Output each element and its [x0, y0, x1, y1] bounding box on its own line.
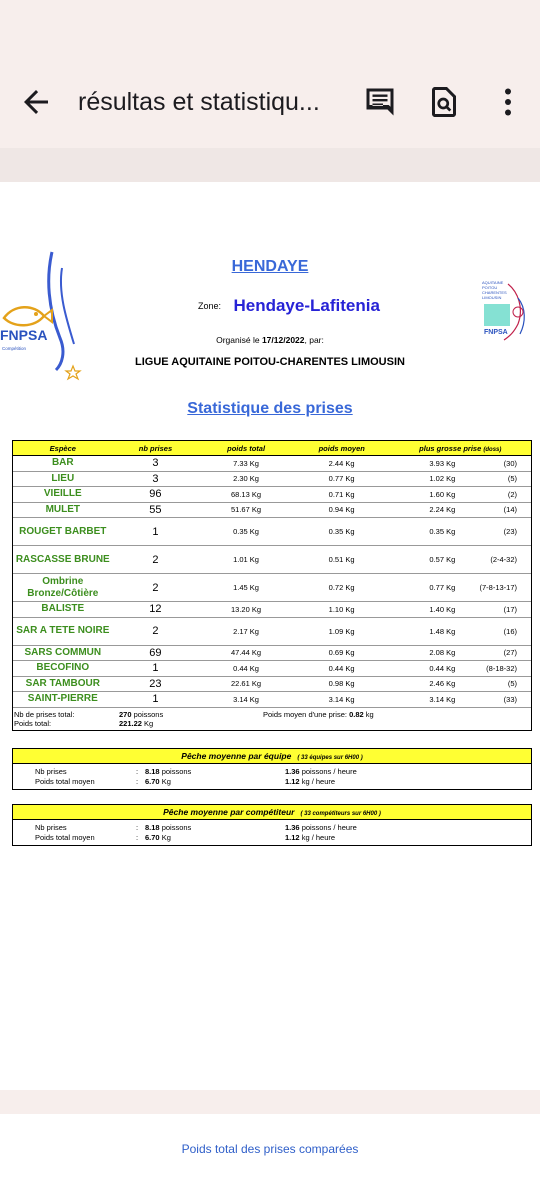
biggest-weight: 0.35 Kg — [429, 527, 456, 536]
avg-weight-cell: 0.98 Kg — [328, 679, 355, 689]
total-weight-cell: 13.20 Kg — [230, 604, 262, 614]
biggest-weight: 1.02 Kg — [429, 474, 456, 484]
competitor-count-rate-unit: poissons / heure — [301, 823, 357, 832]
species-cell: LIEU — [51, 472, 75, 484]
organised-label: Organisé le — [216, 335, 260, 345]
avg-weight-cell: 0.69 Kg — [328, 648, 355, 658]
avg-catch-unit: kg — [365, 709, 374, 719]
bib-numbers: (30) — [503, 458, 518, 468]
fnpsa-logo-right — [478, 278, 530, 342]
bib-numbers: (2) — [507, 489, 518, 499]
table-row — [13, 503, 531, 519]
biggest-catch-cell — [389, 459, 531, 468]
biggest-weight: 1.48 Kg — [429, 626, 456, 636]
biggest-catch-cell — [389, 627, 531, 636]
avg-weight-cell: 0.44 Kg — [328, 663, 355, 673]
team-weight-number: 6.70 — [145, 776, 160, 786]
biggest-weight: 2.08 Kg — [429, 648, 456, 658]
competitor-weight-rate-number: 1.12 — [285, 832, 300, 842]
biggest-weight: 0.77 Kg — [429, 583, 456, 592]
team-count-rate-unit: poissons / heure — [301, 767, 357, 776]
table-row — [13, 602, 531, 618]
team-weight-value — [145, 777, 171, 786]
team-weight-rate — [285, 777, 335, 786]
section-title: Statistique des prises — [187, 400, 353, 417]
count-cell: 2 — [152, 581, 159, 594]
biggest-weight: 1.60 Kg — [429, 489, 456, 499]
team-weight-label: Poids total moyen — [35, 776, 95, 786]
avg-weight-cell: 1.10 Kg — [328, 604, 355, 614]
biggest-weight: 3.14 Kg — [429, 694, 456, 704]
total-weight-cell: 22.61 Kg — [230, 679, 262, 689]
competitor-summary-note: ( 33 compétiteurs sur 6H00 ) — [300, 811, 381, 817]
biggest-catch-cell — [389, 648, 531, 657]
logo-left-sub: Compétition — [2, 346, 27, 351]
biggest-catch-cell — [389, 605, 531, 614]
species-cell: RASCASSE BRUNE — [15, 553, 110, 565]
header-biggest-note: (doss) — [483, 446, 502, 453]
bib-numbers: (27) — [503, 648, 518, 658]
avg-catch — [263, 710, 374, 719]
bib-numbers: (5) — [507, 474, 518, 484]
total-weight-cell: 7.33 Kg — [233, 458, 259, 468]
competitor-summary-title: Pêche moyenne par compétiteur — [163, 807, 295, 817]
species-cell: VIEILLE — [43, 488, 82, 500]
page-gutter-top — [0, 148, 540, 182]
bib-numbers: (14) — [503, 505, 518, 515]
count-cell: 69 — [149, 646, 162, 659]
more-vert-icon[interactable] — [490, 84, 526, 120]
total-count-value: 270 — [119, 709, 132, 719]
league-name: LIGUE AQUITAINE POITOU-CHARENTES LIMOUSIN — [135, 356, 405, 368]
biggest-weight: 2.24 Kg — [429, 505, 456, 515]
bib-numbers: (8-18-32) — [486, 663, 518, 673]
bib-numbers: (5) — [507, 679, 518, 689]
bib-numbers: (2-4-32) — [490, 555, 518, 564]
header-avg: poids moyen — [318, 443, 365, 453]
organised-suffix: , par: — [304, 335, 324, 345]
count-cell: 1 — [152, 662, 159, 675]
count-cell: 2 — [152, 553, 159, 566]
table-row — [13, 692, 531, 708]
avg-weight-cell: 0.77 Kg — [328, 474, 355, 484]
competitor-weight-number: 6.70 — [145, 832, 160, 842]
notes-icon[interactable] — [362, 84, 398, 120]
species-cell: BAR — [51, 457, 74, 469]
table-row — [13, 618, 531, 646]
competitor-count-sep: : — [136, 823, 139, 832]
biggest-catch-cell — [389, 664, 531, 673]
header-nb: nb prises — [138, 443, 173, 453]
table-header — [13, 441, 531, 456]
team-weight-sep: : — [136, 776, 139, 786]
biggest-catch-cell — [389, 695, 531, 704]
avg-weight-cell: 0.72 Kg — [328, 583, 355, 592]
total-weight-unit: Kg — [144, 718, 154, 728]
species-cell: BECOFINO — [36, 662, 90, 674]
team-count-rate-number: 1.36 — [285, 767, 300, 776]
total-weight-cell: 3.14 Kg — [233, 694, 259, 704]
species-cell: SARS COMMUN — [24, 646, 102, 658]
table-row — [13, 518, 531, 546]
avg-weight-cell: 0.71 Kg — [328, 489, 355, 499]
zone-row — [198, 296, 438, 318]
count-cell: 1 — [152, 525, 159, 538]
biggest-catch-cell — [389, 679, 531, 688]
species-cell: BALISTE — [41, 603, 85, 615]
count-cell: 96 — [149, 488, 162, 501]
competitor-weight-rate — [285, 833, 335, 842]
count-cell: 23 — [149, 677, 162, 690]
competitor-weight-value — [145, 833, 171, 842]
total-weight-cell: 1.45 Kg — [233, 583, 259, 592]
count-cell: 2 — [152, 625, 159, 637]
competitor-count-unit: poissons — [161, 823, 192, 832]
total-weight-cell: 68.13 Kg — [230, 489, 262, 499]
competitor-row-weight — [13, 833, 531, 843]
table-row — [13, 456, 531, 472]
arrow-back-icon[interactable] — [18, 84, 54, 120]
header-total: poids total — [227, 443, 266, 453]
count-cell: 3 — [152, 457, 159, 470]
logo-right-text: FNPSA — [484, 329, 508, 336]
biggest-weight: 0.57 Kg — [429, 555, 456, 564]
table-row — [13, 487, 531, 503]
total-count-label: Nb de prises total: — [14, 709, 75, 719]
team-summary-note: ( 33 équipes sur 6H00 ) — [297, 755, 363, 761]
count-cell: 12 — [149, 603, 162, 616]
total-weight-cell: 0.44 Kg — [233, 663, 259, 673]
table-row — [13, 661, 531, 677]
team-summary-header — [13, 749, 531, 764]
competitor-count-rate — [285, 823, 357, 832]
team-count-rate — [285, 767, 357, 776]
total-weight-cell: 1.01 Kg — [233, 555, 259, 564]
biggest-catch-cell — [389, 527, 531, 536]
biggest-catch-cell — [389, 490, 531, 499]
species-cell: ROUGET BARBET — [19, 525, 107, 537]
bib-numbers: (23) — [503, 527, 518, 536]
biggest-weight: 0.44 Kg — [429, 663, 456, 673]
biggest-weight: 3.93 Kg — [429, 458, 456, 468]
table-row — [13, 472, 531, 488]
logo-right-small-text: AQUITAINE POITOU CHARENTES LIMOUSIN — [482, 280, 507, 300]
team-count-value — [145, 767, 191, 776]
page-gutter-bottom — [0, 1090, 540, 1114]
biggest-catch-cell — [389, 583, 531, 592]
avg-weight-cell: 2.44 Kg — [328, 458, 355, 468]
biggest-weight: 2.46 Kg — [429, 679, 456, 689]
total-weight-value: 221.22 — [119, 718, 142, 728]
header-species: Espèce — [49, 443, 76, 453]
species-cell: SAR A TETE NOIRE — [16, 625, 110, 636]
team-summary-title: Pêche moyenne par équipe — [181, 751, 292, 761]
avg-weight-cell: 1.09 Kg — [328, 626, 355, 636]
next-document-link[interactable]: Poids total des prises comparées — [181, 1142, 359, 1156]
bottom-panel — [0, 1114, 540, 1200]
avg-weight-cell: 0.35 Kg — [328, 527, 355, 536]
team-weight-rate-number: 1.12 — [285, 776, 300, 786]
competitor-count-number: 8.18 — [145, 823, 160, 832]
species-cell: SAINT-PIERRE — [27, 693, 98, 705]
total-weight-cell: 51.67 Kg — [230, 505, 262, 515]
total-weight-label: Poids total: — [14, 718, 52, 728]
species-cell: MULET — [45, 503, 81, 515]
bib-numbers: (16) — [503, 626, 518, 636]
team-count-label: Nb prises — [35, 767, 67, 776]
species-cell: SAR TAMBOUR — [25, 677, 100, 689]
document-page — [0, 182, 540, 1090]
app-bar — [0, 0, 540, 148]
avg-catch-label: Poids moyen d'une prise: — [263, 709, 347, 719]
team-row-weight — [13, 777, 531, 787]
competitor-weight-sep: : — [136, 832, 139, 842]
header-biggest-label: plus grosse prise — [419, 443, 482, 453]
count-cell: 1 — [152, 693, 159, 706]
bib-numbers: (17) — [503, 604, 518, 614]
venue-title: HENDAYE — [231, 258, 309, 275]
avg-weight-cell: 0.94 Kg — [328, 505, 355, 515]
zone-label: Zone: — [198, 301, 222, 311]
competitor-summary-box — [12, 804, 532, 846]
biggest-catch-cell — [389, 474, 531, 483]
organised-date: 17/12/2022 — [261, 335, 305, 345]
team-count-sep: : — [136, 767, 139, 776]
competitor-count-label: Nb prises — [35, 823, 67, 832]
avg-weight-cell: 3.14 Kg — [328, 694, 355, 704]
competitor-weight-rate-unit: kg / heure — [301, 832, 336, 842]
total-count — [119, 710, 163, 719]
count-cell: 55 — [149, 503, 162, 516]
table-totals — [13, 708, 531, 730]
team-weight-rate-unit: kg / heure — [301, 776, 336, 786]
total-weight-cell: 2.17 Kg — [233, 626, 259, 636]
table-row — [13, 574, 531, 602]
total-weight-cell: 47.44 Kg — [230, 648, 262, 658]
table-row — [13, 646, 531, 662]
total-count-unit: poissons — [133, 709, 164, 719]
zone-value: Hendaye-Lafitenia — [233, 296, 380, 315]
count-cell: 3 — [152, 472, 159, 485]
team-summary-box — [12, 748, 532, 790]
biggest-weight: 1.40 Kg — [429, 604, 456, 614]
competitor-count-value — [145, 823, 191, 832]
competitor-weight-unit: Kg — [161, 832, 171, 842]
header-biggest — [390, 444, 531, 453]
competitor-row-count — [13, 823, 531, 833]
table-row — [13, 546, 531, 574]
team-count-number: 8.18 — [145, 767, 160, 776]
species-cell: Ombrine Bronze/Côtière — [27, 575, 99, 599]
bib-numbers: (33) — [503, 694, 518, 704]
catch-stats-table — [12, 440, 532, 731]
avg-weight-cell: 0.51 Kg — [328, 555, 355, 564]
competitor-summary-header — [13, 805, 531, 820]
logo-left-text: FNPSA — [0, 327, 48, 343]
competitor-weight-label: Poids total moyen — [35, 832, 95, 842]
biggest-catch-cell — [389, 555, 531, 564]
total-weight — [119, 719, 153, 728]
team-row-count — [13, 767, 531, 777]
biggest-catch-cell — [389, 505, 531, 514]
bib-numbers: (7-8-13-17) — [479, 583, 518, 592]
competitor-count-rate-number: 1.36 — [285, 823, 300, 832]
table-body — [13, 456, 531, 708]
total-weight-cell: 2.30 Kg — [233, 474, 259, 484]
total-weight-cell: 0.35 Kg — [233, 527, 259, 536]
team-weight-unit: Kg — [161, 776, 171, 786]
table-row — [13, 677, 531, 693]
document-title: résultas et statistiqu... — [78, 88, 320, 116]
avg-catch-value: 0.82 — [349, 709, 364, 719]
find-in-page-icon[interactable] — [426, 84, 462, 120]
team-count-unit: poissons — [161, 767, 192, 776]
organised-row — [0, 335, 540, 345]
